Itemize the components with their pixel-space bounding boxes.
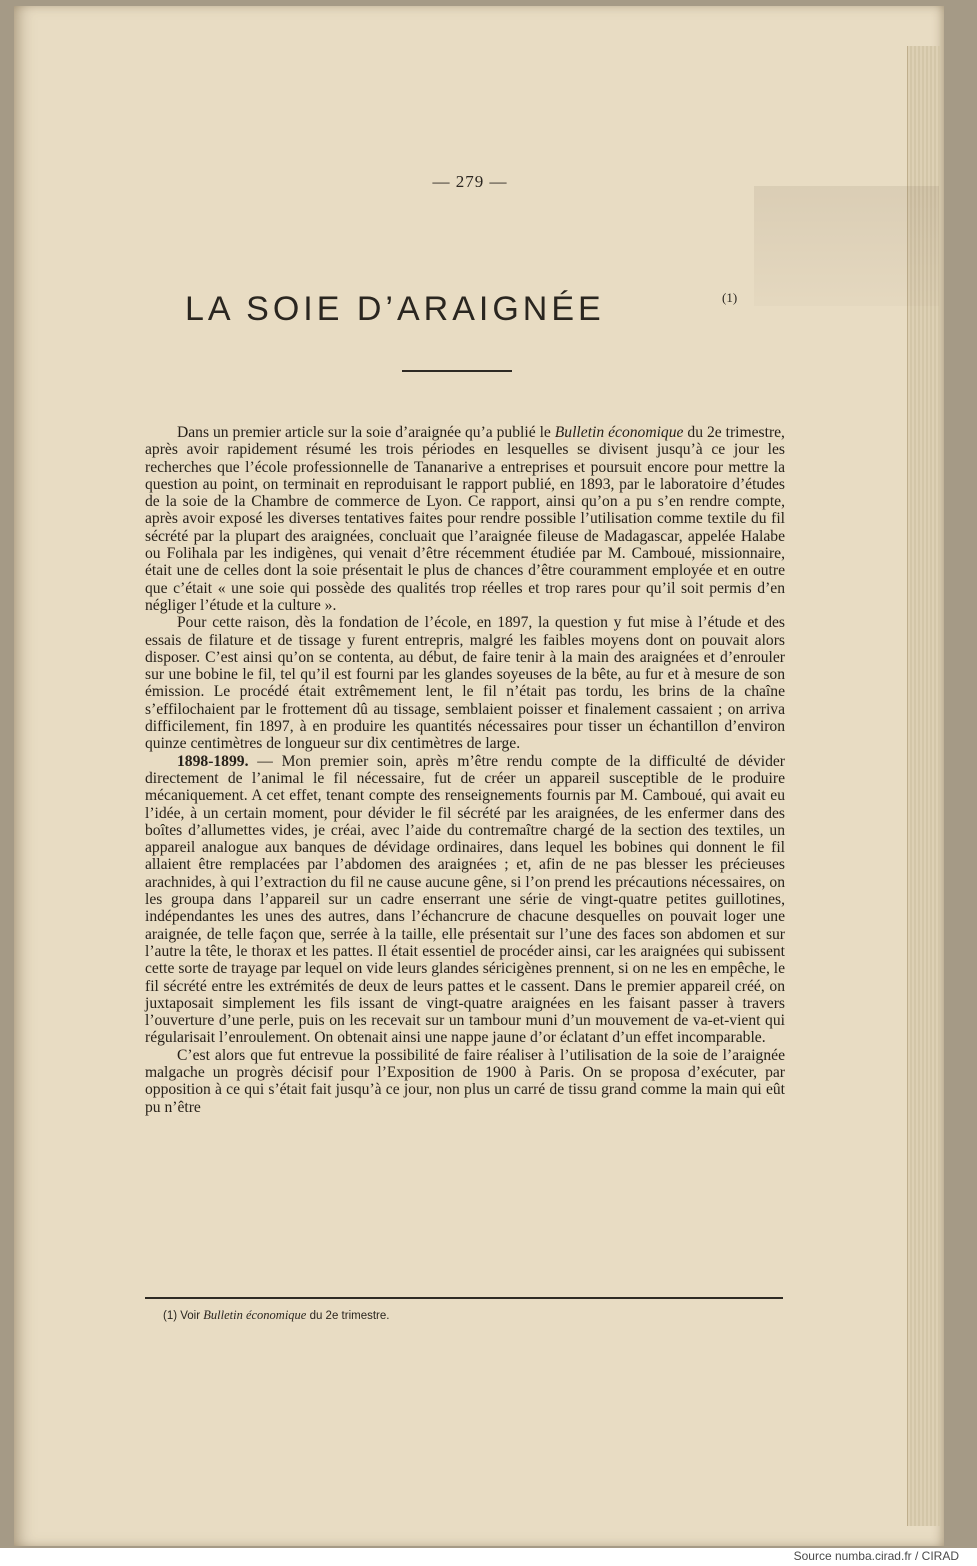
footnote — [163, 1308, 389, 1323]
title-footnote-mark: (1) — [722, 290, 738, 305]
paragraph-4: C’est alors que fut entrevue la possibilité de faire réaliser à l’utilisation de la soie de l’araignée malgache un progrès décisif pour l’Exposition de 1900 à Paris. On se proposa d’exécuter, par opposition à ce qui s’était fait jusqu’à ce jour, non plus un carré de tissu grand comme la main qui eût pu n’être — [145, 1046, 785, 1116]
paragraph-text: — Mon premier soin, après m’être rendu compte de la difficulté de dévider directement de l’animal le fil nécessaire, fut de créer un appareil susceptible de le produire mécaniquement. A cet effet, tenant compte des renseignements fournis par M. Camboué, qui avait eu l’idée, à un certain moment, pour dévider le fil sécrété par les araignées, de les enfermer dans des boîtes d’allumettes vides, je créai, avec l’aide du contremaître chargé de la section des textiles, un appareil analogue aux banques de dévidage ordinaires, dans lequel les bobines qui donnent le fil allaient être remplacées par l’abdomen des araignées ; et, afin de ne pas blesser les précieuses arachnides, à qui l’extraction du fil ne cause aucune gêne, si l’on prend les précautions nécessaires, on les groupa dans l’appareil sur un cadre enserrant une série de vingt-quatre petites guillotines, indépendantes les unes des autres, dans l’échancrure de chacune desquelles on pouvait loger une araignée, de telle façon que, serrée à la taille, elle présentait sur l’une des faces son abdomen et sur l’autre la tête, le thorax et les pattes. Il était essentiel de procéder ainsi, car les araignées qui subissent cette sorte de trayage par lequel on vide leurs glandes séricigènes prennent, si on ne les en empêche, le fil sécrété entre les extrémités de deux de leurs pattes et le cassent. Dans le premier appareil créé, on juxtaposait simplement les fils issant de vingt-quatre araignées en les faisant passer à travers l’ouverture d’une perle, puis on les recevait sur un tambour muni d’un mouvement de va-et-vient qui régularisait l’enroulement. On obtenait ainsi une nappe jaune d’or éclatant d’un effet incomparable. — [145, 752, 785, 1047]
title-rule — [402, 370, 512, 372]
paragraph-3 — [145, 753, 785, 1047]
article-title: LA SOIE D’ARAIGNÉE — [185, 290, 605, 328]
footnote-mark: (1) Voir — [163, 1310, 204, 1322]
paragraph-2: Pour cette raison, dès la fondation de l’école, en 1897, la question y fut mise à l’étude et des essais de filature et de tissage y furent entrepris, malgré les faibles moyens dont on pouvait alors disposer. C’est ainsi qu’on se contenta, au début, de faire tenir à la main des araignées et d’enrouler sur une bobine le fil, tel qu’il est fourni par les glandes soyeuses de la bête, au fur et à mesure de son émission. Le procédé était extrêmement lent, le fil n’était pas tordu, les brins de la chaîne s’effilochaient par le frottement dû au tissage, semblaient poisser et finalement cassaient ; on arriva difficilement, fin 1897, à en produire les quantités nécessaires pour tisser un échantillon d’environ quinze centimètres de longueur sur dix centimètres de large. — [145, 614, 785, 753]
section-year: 1898-1899. — [177, 752, 249, 770]
footnote-reference: Bulletin économique — [203, 1308, 307, 1322]
footnote-rule — [145, 1297, 783, 1299]
paragraph-text: du 2e trimestre, après avoir rapidement résumé les trois périodes en lesquelles se divisent jusqu’à ce jour les recherches que l’école professionnelle de Tananarive a entreprises et poursuit encore pour mettre la question au point, on terminait en reproduisant le rapport publié, en 1893, par le laboratoire d’études de la soie de la Chambre de commerce de Lyon. Ce rapport, ainsi qu’on a pu s’en rendre compte, après avoir exposé les diverses tentatives faites pour rendre possible l’utilisation comme textile du fil sécrété par la plupart des araignées, concluait que l’araignée fileuse de Madagascar, appelée Halabe ou Folihala par les indigènes, qui venait d’être récemment étudiée par M. Camboué, missionnaire, était une de celles dont la soie présentait le plus de chances d’être couramment employée et en outre que c’était « une soie qui possède des qualités trop réelles et trop rares pour qu’il soit permis d’en négliger l’étude et la culture ». — [145, 424, 785, 614]
page-number: — 279 — — [432, 172, 508, 191]
source-credit: Source numba.cirad.fr / CIRAD — [793, 1549, 959, 1563]
paragraph-text: Dans un premier article sur la soie d’araignée qu’a publié le — [177, 424, 555, 441]
paragraph-1 — [145, 424, 785, 614]
bulletin-reference: Bulletin économique — [554, 424, 684, 441]
show-through-bleed — [754, 186, 939, 306]
footnote-text: du 2e trimestre. — [306, 1310, 390, 1322]
article-body — [145, 424, 785, 1116]
